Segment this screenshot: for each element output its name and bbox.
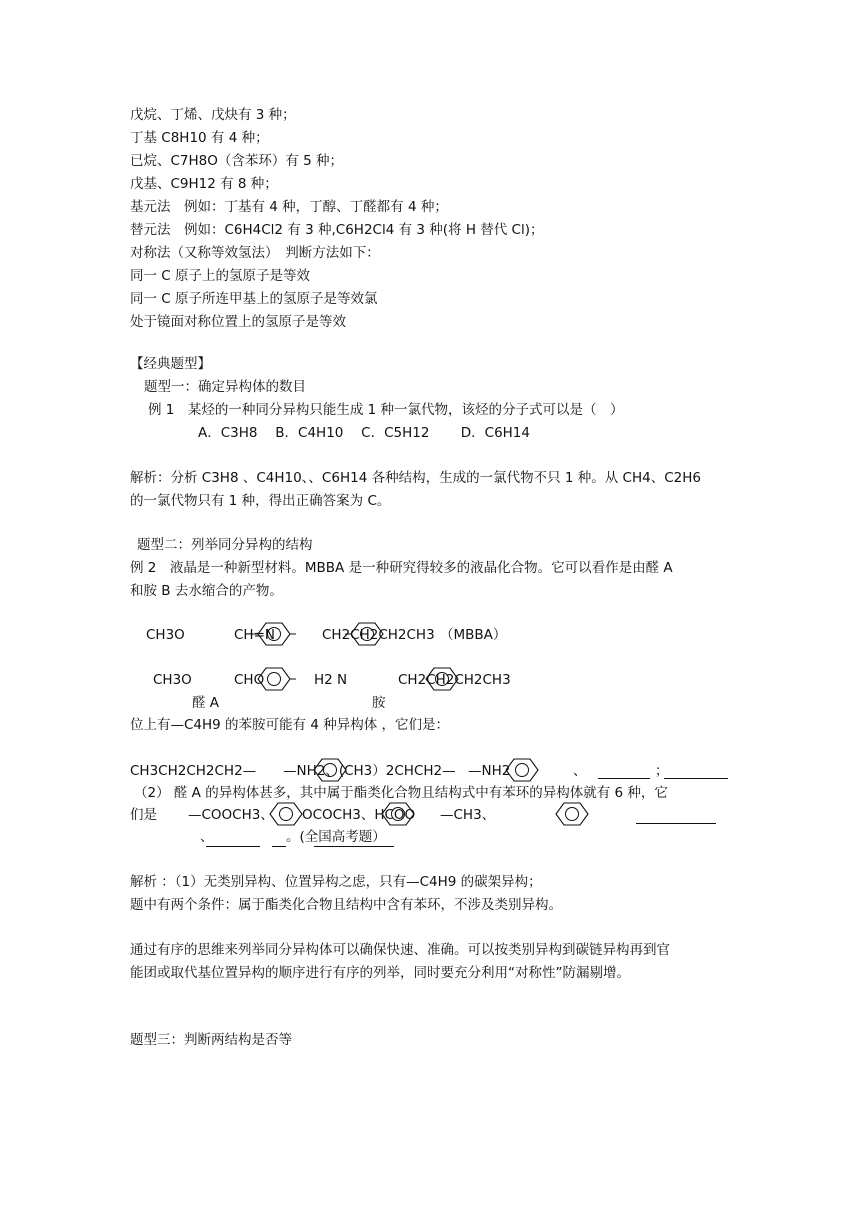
benzene-ring-icon — [550, 801, 594, 827]
benzene-ring-icon — [345, 621, 389, 647]
benzene-ring-icon — [376, 801, 420, 827]
benzene-ring-icon — [252, 666, 296, 692]
formula-group: H2 N — [314, 672, 348, 688]
example-question: 例 2 液晶是一种新型材料。MBBA 是一种研究得较多的液晶化合物。它可以看作是由醛 A — [130, 560, 673, 576]
formula-group: CH3O — [146, 627, 185, 643]
formula-group: CH=N — [234, 627, 275, 643]
formula-group: CH2CH2CH2CH3 — [398, 672, 511, 688]
answer-blank[interactable] — [598, 778, 650, 779]
benzene-ring-icon — [420, 666, 464, 692]
example-question: 和胺 B 去水缩合的产物。 — [130, 583, 283, 599]
formula-group: —NH2、(CH3）2CHCH2— — [283, 763, 456, 779]
analysis-text: 解析：分析 C3H8 、C4H10、、C6H14 各种结构，生成的一氯代物不只 1 种。从 CH4、C2H6 — [130, 470, 701, 486]
analysis-text: 的一氯代物只有 1 种，得出正确答案为 C。 — [130, 493, 391, 509]
formula-caption: 胺 — [372, 695, 386, 711]
text-line: 替元法 例如：C6H4Cl2 有 3 种,C6H2Cl4 有 3 种(将 H 替代 Cl)； — [130, 222, 544, 238]
text-line: 丁基 C8H10 有 4 种； — [130, 130, 269, 146]
answer-blank[interactable] — [314, 846, 394, 847]
text-line: 位上有—C4H9 的苯胺可能有 4 种异构体 ，它们是： — [130, 717, 450, 733]
formula-caption: 醛 A — [192, 695, 220, 711]
text-line: 。(全国高考题） — [286, 829, 386, 845]
answer-blank[interactable] — [206, 846, 260, 847]
formula-group: —COOCH3、 — [188, 807, 274, 823]
text-line: 同一 C 原子所连甲基上的氢原子是等效氯 — [130, 291, 378, 307]
text-line: 已烷、C7H8O（含苯环）有 5 种； — [130, 153, 344, 169]
formula-group: —CH3、 — [440, 807, 496, 823]
answer-blank[interactable] — [664, 778, 728, 779]
separator-text: 、 — [200, 829, 214, 845]
formula-label: （MBBA） — [440, 627, 507, 643]
example-question: 例 1 某烃的一种同分异构只能生成 1 种一氯代物，该烃的分子式可以是（ ） — [148, 402, 624, 418]
formula-group: —NH2 — [468, 763, 511, 779]
text-line: （2） 醛 A 的异构体甚多，其中属于酯类化合物且结构式中有苯环的异构体就有 6 种，它 — [134, 785, 668, 801]
text-line: 们是 — [130, 807, 157, 823]
answer-blank[interactable] — [272, 846, 286, 847]
section-title: 【经典题型】 — [130, 356, 211, 372]
analysis-text: 解析 ：（1）无类别异构、位置异构之虑，只有—C4H9 的碳架异构； — [130, 874, 542, 890]
benzene-ring-icon — [252, 621, 296, 647]
summary-text: 通过有序的思维来列举同分异构体可以确保快速、准确。可以按类别异构到碳链异构再到官 — [130, 942, 670, 958]
text-line: 基元法 例如：丁基有 4 种，丁醇、丁醛都有 4 种； — [130, 199, 448, 215]
formula-group: OCOCH3、HCOO — [302, 807, 416, 823]
benzene-ring-icon — [308, 757, 352, 783]
formula-group: CHO — [234, 672, 265, 688]
answer-options: A．C3H8 B．C4H10 C．C5H12 D．C6H14 — [198, 425, 530, 441]
formula-group: CH2CH2CH2CH3 — [322, 627, 435, 643]
text-line: 戊基、C9H12 有 8 种； — [130, 176, 278, 192]
benzene-ring-icon — [500, 757, 544, 783]
text-line: 同一 C 原子上的氢原子是等效 — [130, 268, 311, 284]
answer-blank[interactable] — [636, 823, 716, 824]
formula-group: CH3O — [153, 672, 192, 688]
separator-text: ； — [655, 763, 669, 779]
question-type-title: 题型三：判断两结构是否等 — [130, 1032, 292, 1048]
question-type-title: 题型二：列举同分异构的结构 — [137, 537, 313, 553]
text-line: 对称法（又称等效氢法） 判断方法如下： — [130, 245, 380, 261]
formula-group: CH3CH2CH2CH2— — [130, 763, 257, 779]
summary-text: 能团或取代基位置异构的顺序进行有序的列举，同时要充分利用“对称性”防漏剔增。 — [130, 965, 630, 981]
separator-text: 、 — [573, 763, 587, 779]
text-line: 戊烷、丁烯、戊炔有 3 种； — [130, 107, 296, 123]
analysis-text: 题中有两个条件：属于酯类化合物且结构中含有苯环，不涉及类别异构。 — [130, 897, 562, 913]
question-type-title: 题型一：确定异构体的数目 — [144, 379, 306, 395]
text-line: 处于镜面对称位置上的氢原子是等效 — [130, 314, 346, 330]
